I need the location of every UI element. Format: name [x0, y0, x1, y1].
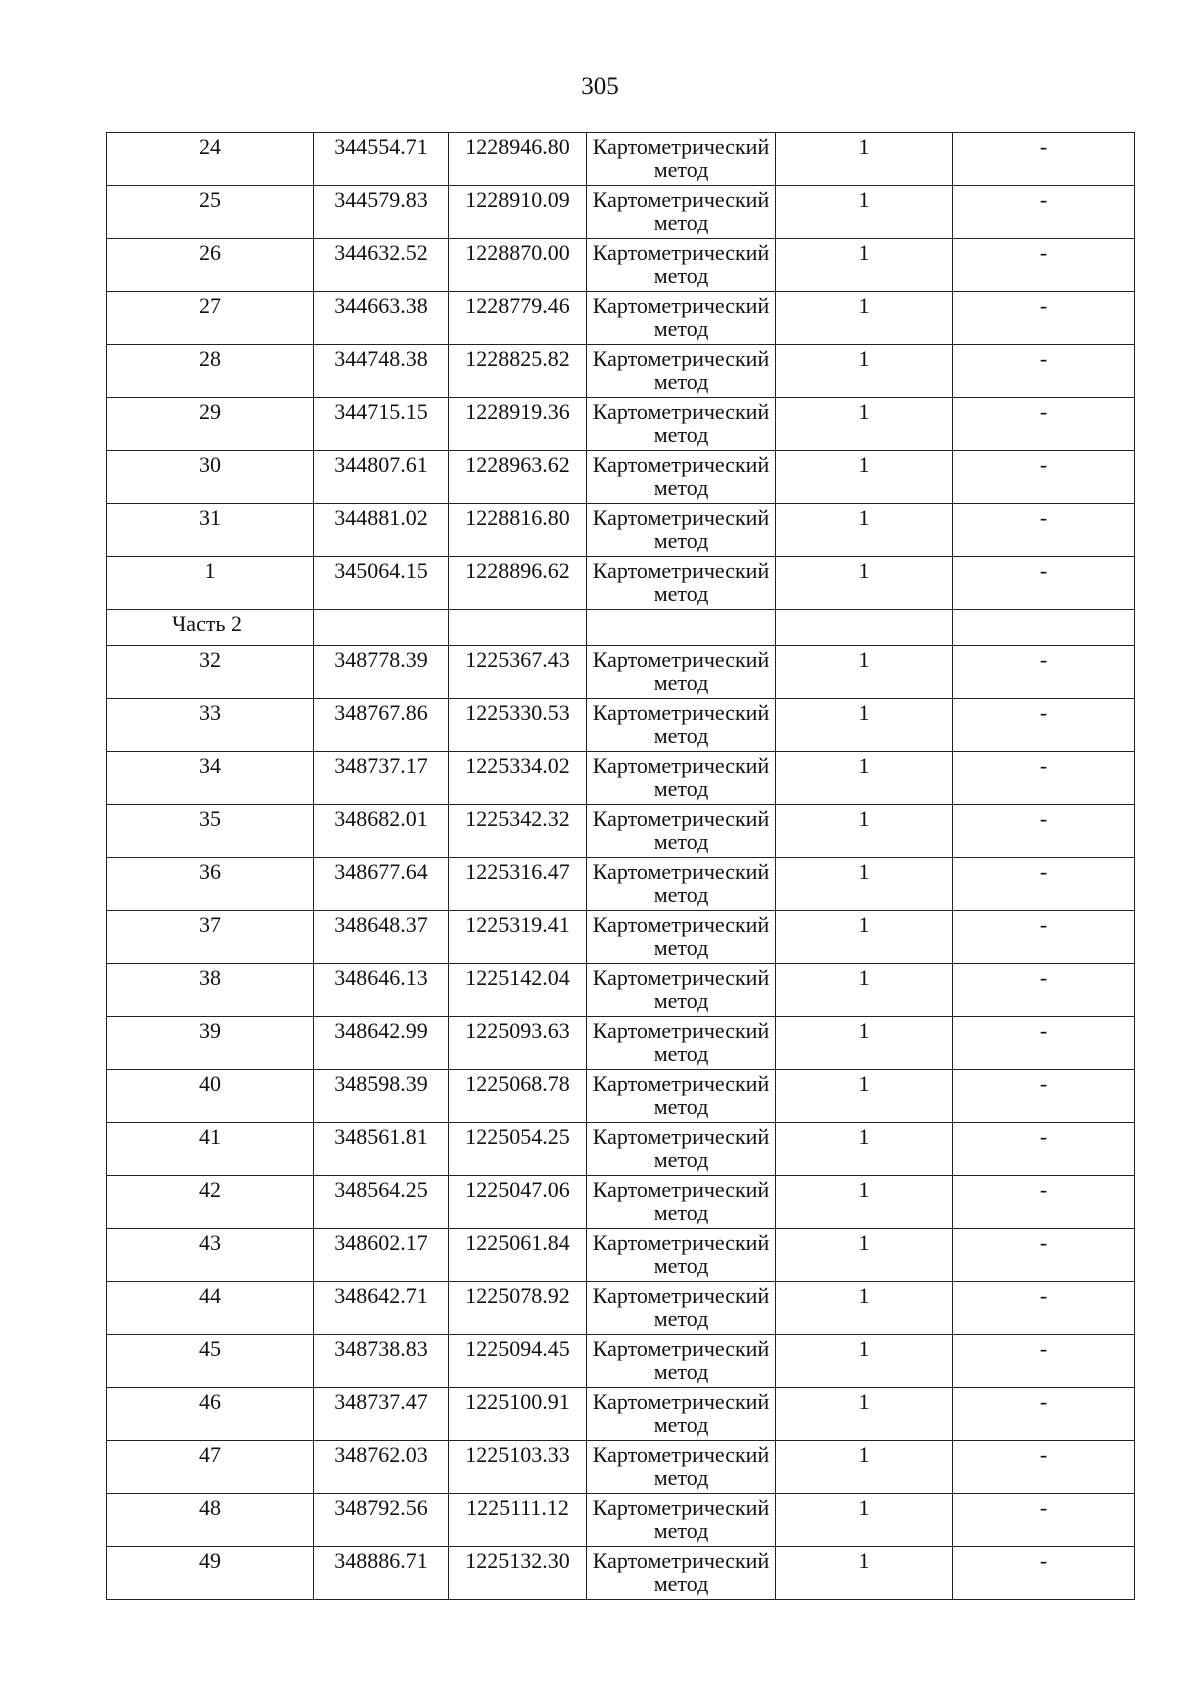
- method-cell: Картометрический метод: [587, 1282, 776, 1335]
- table-row: [107, 504, 1135, 557]
- x-coordinate-cell: 348762.03: [314, 1441, 449, 1494]
- note-cell: -: [953, 451, 1135, 504]
- value-cell: 1: [776, 1547, 953, 1600]
- x-coordinate-cell: 344807.61: [314, 451, 449, 504]
- point-number-cell: 27: [107, 292, 314, 345]
- note-cell: -: [953, 646, 1135, 699]
- x-coordinate-cell: 344748.38: [314, 345, 449, 398]
- x-coordinate-cell: 348598.39: [314, 1070, 449, 1123]
- value-cell: 1: [776, 911, 953, 964]
- y-coordinate-cell: 1225142.04: [449, 964, 587, 1017]
- value-cell: 1: [776, 239, 953, 292]
- method-cell: Картометрический метод: [587, 858, 776, 911]
- x-coordinate-cell: 344554.71: [314, 133, 449, 186]
- table-row: [107, 1017, 1135, 1070]
- x-coordinate-cell: 348646.13: [314, 964, 449, 1017]
- y-coordinate-cell: 1225334.02: [449, 752, 587, 805]
- note-cell: -: [953, 1494, 1135, 1547]
- point-number-cell: 37: [107, 911, 314, 964]
- table-row: [107, 1282, 1135, 1335]
- y-coordinate-cell: 1225316.47: [449, 858, 587, 911]
- y-coordinate-cell: 1225078.92: [449, 1282, 587, 1335]
- y-coordinate-cell: 1228896.62: [449, 557, 587, 610]
- note-cell: -: [953, 805, 1135, 858]
- point-number-cell: 26: [107, 239, 314, 292]
- table-row: [107, 292, 1135, 345]
- value-cell: 1: [776, 1123, 953, 1176]
- x-coordinate-cell: 344663.38: [314, 292, 449, 345]
- x-coordinate-cell: 344632.52: [314, 239, 449, 292]
- note-cell: -: [953, 699, 1135, 752]
- table-row: [107, 398, 1135, 451]
- method-cell: Картометрический метод: [587, 557, 776, 610]
- note-cell: -: [953, 1335, 1135, 1388]
- value-cell: 1: [776, 398, 953, 451]
- y-coordinate-cell: 1228816.80: [449, 504, 587, 557]
- value-cell: 1: [776, 504, 953, 557]
- page-number: 305: [581, 73, 619, 100]
- value-cell: 1: [776, 752, 953, 805]
- value-cell: 1: [776, 1282, 953, 1335]
- note-cell: -: [953, 1547, 1135, 1600]
- point-number-cell: 40: [107, 1070, 314, 1123]
- value-cell: 1: [776, 451, 953, 504]
- value-cell: 1: [776, 186, 953, 239]
- method-cell: Картометрический метод: [587, 1176, 776, 1229]
- value-cell: 1: [776, 699, 953, 752]
- x-coordinate-cell: 348642.99: [314, 1017, 449, 1070]
- method-cell: Картометрический метод: [587, 398, 776, 451]
- point-number-cell: 38: [107, 964, 314, 1017]
- note-cell: -: [953, 1123, 1135, 1176]
- note-cell: -: [953, 1017, 1135, 1070]
- y-coordinate-cell: 1225047.06: [449, 1176, 587, 1229]
- point-number-cell: 35: [107, 805, 314, 858]
- table-row: [107, 1070, 1135, 1123]
- method-cell: Картометрический метод: [587, 239, 776, 292]
- note-cell: -: [953, 239, 1135, 292]
- table-row: [107, 964, 1135, 1017]
- y-coordinate-cell: 1225111.12: [449, 1494, 587, 1547]
- y-coordinate-cell: 1228779.46: [449, 292, 587, 345]
- value-cell: 1: [776, 964, 953, 1017]
- y-coordinate-cell: 1225319.41: [449, 911, 587, 964]
- table-row: [107, 451, 1135, 504]
- note-cell: -: [953, 345, 1135, 398]
- point-number-cell: 36: [107, 858, 314, 911]
- table-row: [107, 1388, 1135, 1441]
- x-coordinate-cell: 348738.83: [314, 1335, 449, 1388]
- value-cell: 1: [776, 1335, 953, 1388]
- table-row: [107, 646, 1135, 699]
- empty-cell: [449, 610, 587, 646]
- point-number-cell: 43: [107, 1229, 314, 1282]
- note-cell: -: [953, 1229, 1135, 1282]
- method-cell: Картометрический метод: [587, 1070, 776, 1123]
- point-number-cell: 1: [107, 557, 314, 610]
- point-number-cell: 44: [107, 1282, 314, 1335]
- note-cell: -: [953, 186, 1135, 239]
- method-cell: Картометрический метод: [587, 752, 776, 805]
- value-cell: 1: [776, 858, 953, 911]
- point-number-cell: 34: [107, 752, 314, 805]
- y-coordinate-cell: 1225061.84: [449, 1229, 587, 1282]
- y-coordinate-cell: 1225342.32: [449, 805, 587, 858]
- y-coordinate-cell: 1228825.82: [449, 345, 587, 398]
- value-cell: 1: [776, 1017, 953, 1070]
- method-cell: Картометрический метод: [587, 345, 776, 398]
- y-coordinate-cell: 1225054.25: [449, 1123, 587, 1176]
- y-coordinate-cell: 1225068.78: [449, 1070, 587, 1123]
- x-coordinate-cell: 348778.39: [314, 646, 449, 699]
- method-cell: Картометрический метод: [587, 1123, 776, 1176]
- table-row: [107, 1176, 1135, 1229]
- table-row: [107, 1229, 1135, 1282]
- value-cell: 1: [776, 1494, 953, 1547]
- x-coordinate-cell: 348682.01: [314, 805, 449, 858]
- y-coordinate-cell: 1228946.80: [449, 133, 587, 186]
- table-row: [107, 805, 1135, 858]
- point-number-cell: 33: [107, 699, 314, 752]
- table-row: [107, 186, 1135, 239]
- value-cell: 1: [776, 292, 953, 345]
- note-cell: -: [953, 1070, 1135, 1123]
- point-number-cell: 25: [107, 186, 314, 239]
- x-coordinate-cell: 348564.25: [314, 1176, 449, 1229]
- x-coordinate-cell: 348737.47: [314, 1388, 449, 1441]
- section-label: Часть 2: [107, 610, 314, 646]
- table-row: [107, 1123, 1135, 1176]
- y-coordinate-cell: 1225093.63: [449, 1017, 587, 1070]
- x-coordinate-cell: 348737.17: [314, 752, 449, 805]
- table-row: [107, 752, 1135, 805]
- table-row: [107, 1547, 1135, 1600]
- method-cell: Картометрический метод: [587, 1388, 776, 1441]
- method-cell: Картометрический метод: [587, 504, 776, 557]
- method-cell: Картометрический метод: [587, 1494, 776, 1547]
- x-coordinate-cell: 348648.37: [314, 911, 449, 964]
- table-row: [107, 345, 1135, 398]
- table-row: [107, 858, 1135, 911]
- note-cell: -: [953, 398, 1135, 451]
- value-cell: 1: [776, 805, 953, 858]
- table-row: [107, 1441, 1135, 1494]
- empty-cell: [953, 610, 1135, 646]
- table-row: [107, 1494, 1135, 1547]
- note-cell: -: [953, 504, 1135, 557]
- point-number-cell: 24: [107, 133, 314, 186]
- value-cell: 1: [776, 345, 953, 398]
- method-cell: Картометрический метод: [587, 186, 776, 239]
- note-cell: -: [953, 911, 1135, 964]
- point-number-cell: 47: [107, 1441, 314, 1494]
- y-coordinate-cell: 1228910.09: [449, 186, 587, 239]
- method-cell: Картометрический метод: [587, 911, 776, 964]
- x-coordinate-cell: 348602.17: [314, 1229, 449, 1282]
- coordinates-table: [106, 132, 1135, 1600]
- y-coordinate-cell: 1225103.33: [449, 1441, 587, 1494]
- table-row: [107, 239, 1135, 292]
- empty-cell: [776, 610, 953, 646]
- point-number-cell: 39: [107, 1017, 314, 1070]
- point-number-cell: 48: [107, 1494, 314, 1547]
- method-cell: Картометрический метод: [587, 699, 776, 752]
- note-cell: -: [953, 1388, 1135, 1441]
- y-coordinate-cell: 1225132.30: [449, 1547, 587, 1600]
- point-number-cell: 30: [107, 451, 314, 504]
- note-cell: -: [953, 292, 1135, 345]
- table-row: [107, 133, 1135, 186]
- y-coordinate-cell: 1225100.91: [449, 1388, 587, 1441]
- y-coordinate-cell: 1228963.62: [449, 451, 587, 504]
- value-cell: 1: [776, 1229, 953, 1282]
- point-number-cell: 45: [107, 1335, 314, 1388]
- note-cell: -: [953, 752, 1135, 805]
- note-cell: -: [953, 557, 1135, 610]
- table-row: [107, 557, 1135, 610]
- value-cell: 1: [776, 557, 953, 610]
- method-cell: Картометрический метод: [587, 292, 776, 345]
- x-coordinate-cell: 348792.56: [314, 1494, 449, 1547]
- method-cell: Картометрический метод: [587, 805, 776, 858]
- value-cell: 1: [776, 1388, 953, 1441]
- y-coordinate-cell: 1225094.45: [449, 1335, 587, 1388]
- note-cell: -: [953, 858, 1135, 911]
- method-cell: Картометрический метод: [587, 1547, 776, 1600]
- x-coordinate-cell: 348886.71: [314, 1547, 449, 1600]
- x-coordinate-cell: 348642.71: [314, 1282, 449, 1335]
- note-cell: -: [953, 1282, 1135, 1335]
- method-cell: Картометрический метод: [587, 646, 776, 699]
- table-row: [107, 699, 1135, 752]
- empty-cell: [314, 610, 449, 646]
- empty-cell: [587, 610, 776, 646]
- table-row: [107, 1335, 1135, 1388]
- value-cell: 1: [776, 646, 953, 699]
- point-number-cell: 49: [107, 1547, 314, 1600]
- point-number-cell: 31: [107, 504, 314, 557]
- point-number-cell: 29: [107, 398, 314, 451]
- y-coordinate-cell: 1225330.53: [449, 699, 587, 752]
- point-number-cell: 46: [107, 1388, 314, 1441]
- x-coordinate-cell: 348767.86: [314, 699, 449, 752]
- note-cell: -: [953, 1441, 1135, 1494]
- note-cell: -: [953, 964, 1135, 1017]
- method-cell: Картометрический метод: [587, 1335, 776, 1388]
- point-number-cell: 42: [107, 1176, 314, 1229]
- point-number-cell: 41: [107, 1123, 314, 1176]
- method-cell: Картометрический метод: [587, 964, 776, 1017]
- x-coordinate-cell: 344881.02: [314, 504, 449, 557]
- x-coordinate-cell: 348677.64: [314, 858, 449, 911]
- x-coordinate-cell: 348561.81: [314, 1123, 449, 1176]
- note-cell: -: [953, 133, 1135, 186]
- method-cell: Картометрический метод: [587, 1441, 776, 1494]
- value-cell: 1: [776, 133, 953, 186]
- x-coordinate-cell: 344579.83: [314, 186, 449, 239]
- y-coordinate-cell: 1225367.43: [449, 646, 587, 699]
- y-coordinate-cell: 1228870.00: [449, 239, 587, 292]
- method-cell: Картометрический метод: [587, 133, 776, 186]
- y-coordinate-cell: 1228919.36: [449, 398, 587, 451]
- value-cell: 1: [776, 1070, 953, 1123]
- method-cell: Картометрический метод: [587, 1229, 776, 1282]
- value-cell: 1: [776, 1176, 953, 1229]
- method-cell: Картометрический метод: [587, 451, 776, 504]
- x-coordinate-cell: 345064.15: [314, 557, 449, 610]
- method-cell: Картометрический метод: [587, 1017, 776, 1070]
- point-number-cell: 32: [107, 646, 314, 699]
- coordinates-table-body: [107, 133, 1135, 1600]
- value-cell: 1: [776, 1441, 953, 1494]
- x-coordinate-cell: 344715.15: [314, 398, 449, 451]
- point-number-cell: 28: [107, 345, 314, 398]
- note-cell: -: [953, 1176, 1135, 1229]
- table-row: [107, 911, 1135, 964]
- section-row: [107, 610, 1135, 646]
